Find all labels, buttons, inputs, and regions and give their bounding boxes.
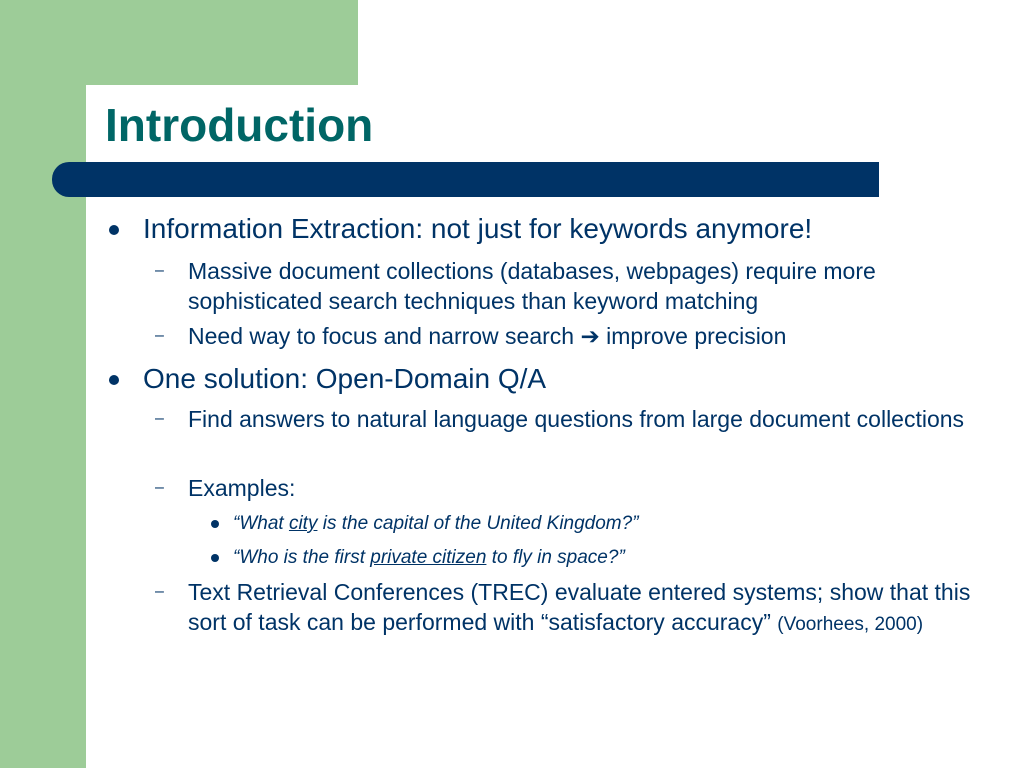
dash-icon: – [155,479,164,496]
left-green-band [0,0,86,768]
example-text-after: to fly in space?” [486,547,625,568]
bullet-one-solution [143,362,1003,396]
example-private-citizen-question [233,545,993,571]
sub-bullet-text: Examples: [188,475,296,501]
top-green-block [0,0,358,85]
example-underlined-text: city [288,513,318,534]
sub-bullet-find-answers [155,404,988,434]
example-text-before: “Who is the first [233,547,371,568]
slide-title: Introduction [105,99,374,151]
example-capital-question [233,511,993,537]
sub-bullet-text: Massive document collections (databases, webpages) require more sophisticated search techniques than keyword matching [188,258,876,314]
sub-bullet-text-before: Need way to focus and narrow search [188,323,581,349]
citation: (Voorhees, 2000) [777,614,924,635]
bullet-dot-icon [109,225,119,235]
sub-bullet-massive-collections [155,256,988,316]
bullet-dot-icon [211,554,219,562]
sub-bullet-text-after: improve precision [599,323,787,349]
sub-bullet-trec [155,577,988,640]
bullet-information-extraction [143,212,1003,246]
dash-icon: – [155,410,164,427]
sub-bullet-focus-search [155,321,988,351]
bullet-dot-icon [109,375,119,385]
bullet-dot-icon [211,520,219,528]
sub-bullet-text: Text Retrieval Conferences (TREC) evaluate entered systems; show that this sort of task can be performed with “satisfactory accuracy” [188,579,971,635]
example-text-after: is the capital of the United Kingdom?” [317,513,639,534]
dash-icon: – [155,327,164,344]
bullet-text: One solution: Open-Domain Q/A [143,363,547,394]
title-underline-bar [52,162,879,197]
bullet-text: Information Extraction: not just for keywords anymore! [143,213,813,244]
example-text-before: “What [233,513,289,534]
sub-bullet-text: Find answers to natural language questions from large document collections [188,406,965,432]
right-arrow-icon: ➔ [580,323,600,349]
sub-bullet-examples [155,473,988,503]
dash-icon: – [155,583,164,600]
example-underlined-text: private citizen [370,547,487,568]
dash-icon: – [155,262,164,279]
